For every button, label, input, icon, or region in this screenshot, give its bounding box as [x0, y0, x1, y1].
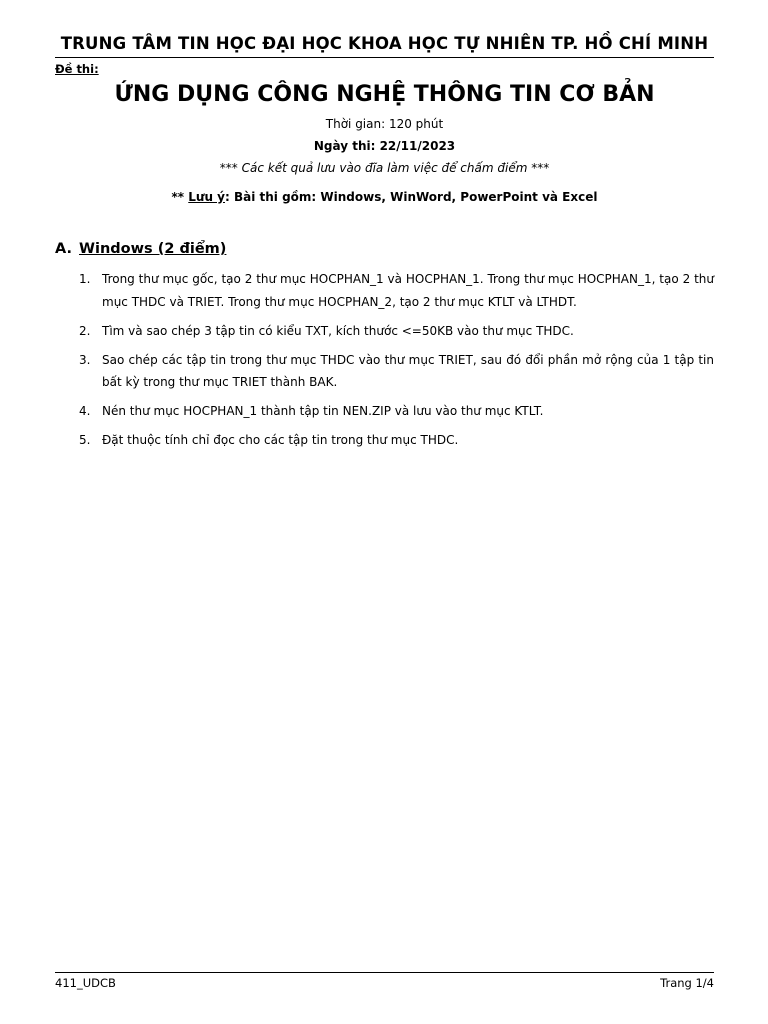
task-number: 3. [79, 352, 91, 367]
section-a-heading [55, 241, 226, 257]
list-item [55, 268, 714, 313]
document-page [55, 0, 714, 1024]
exam-title: ỨNG DỤNG CÔNG NGHỆ THÔNG TIN CƠ BẢN [114, 82, 655, 107]
task-text: Sao chép các tập tin trong thư mục THDC vào thư mục TRIET, sau đó đổi phần mở rộng của 1 tập tin bất kỳ trong thư mục TRIET thành BAK. [102, 352, 714, 389]
footer-code: 411_UDCB [55, 976, 116, 990]
save-note: *** Các kết quả lưu vào đĩa làm việc để chấm điểm *** [219, 161, 550, 175]
list-item [55, 400, 714, 423]
footer-page-number: Trang 1/4 [660, 976, 714, 990]
task-text: Đặt thuộc tính chỉ đọc cho các tập tin trong thư mục THDC. [102, 433, 459, 447]
note-prefix: ** [171, 190, 189, 204]
section-letter: A. [55, 241, 72, 257]
task-number: 4. [79, 404, 91, 418]
footer-divider [55, 972, 714, 973]
task-text: Trong thư mục gốc, tạo 2 thư mục HOCPHAN_1 và HOCPHAN_1. Trong thư mục HOCPHAN_1, tạo 2 thư mục THDC và TRIET. Trong thư mục HOCPHAN_2, tạo 2 thư mục KTLT và LTHDT. [102, 272, 714, 309]
exam-note [55, 190, 714, 204]
list-item [55, 429, 714, 452]
institution-header: TRUNG TÂM TIN HỌC ĐẠI HỌC KHOA HỌC TỰ NHIÊN TP. HỒ CHÍ MINH [60, 34, 709, 53]
header-divider [55, 57, 714, 58]
task-number: 5. [79, 433, 91, 447]
task-text: Nén thư mục HOCPHAN_1 thành tập tin NEN.ZIP và lưu vào thư mục KTLT. [102, 404, 544, 418]
section-title: Windows (2 điểm) [79, 241, 227, 257]
task-list [55, 268, 714, 458]
note-label: Lưu ý [188, 190, 225, 204]
list-item [55, 349, 714, 394]
task-number: 2. [79, 323, 91, 338]
exam-date: Ngày thi: 22/11/2023 [313, 139, 456, 153]
task-number: 1. [79, 272, 91, 286]
list-item [55, 320, 714, 343]
exam-label: Đề thi: [55, 62, 99, 76]
note-text: : Bài thi gồm: Windows, WinWord, PowerPoint và Excel [225, 190, 598, 204]
exam-duration: Thời gian: 120 phút [325, 117, 444, 131]
task-text: Tìm và sao chép 3 tập tin có kiểu TXT, kích thước <=50KB vào thư mục THDC. [102, 323, 574, 338]
